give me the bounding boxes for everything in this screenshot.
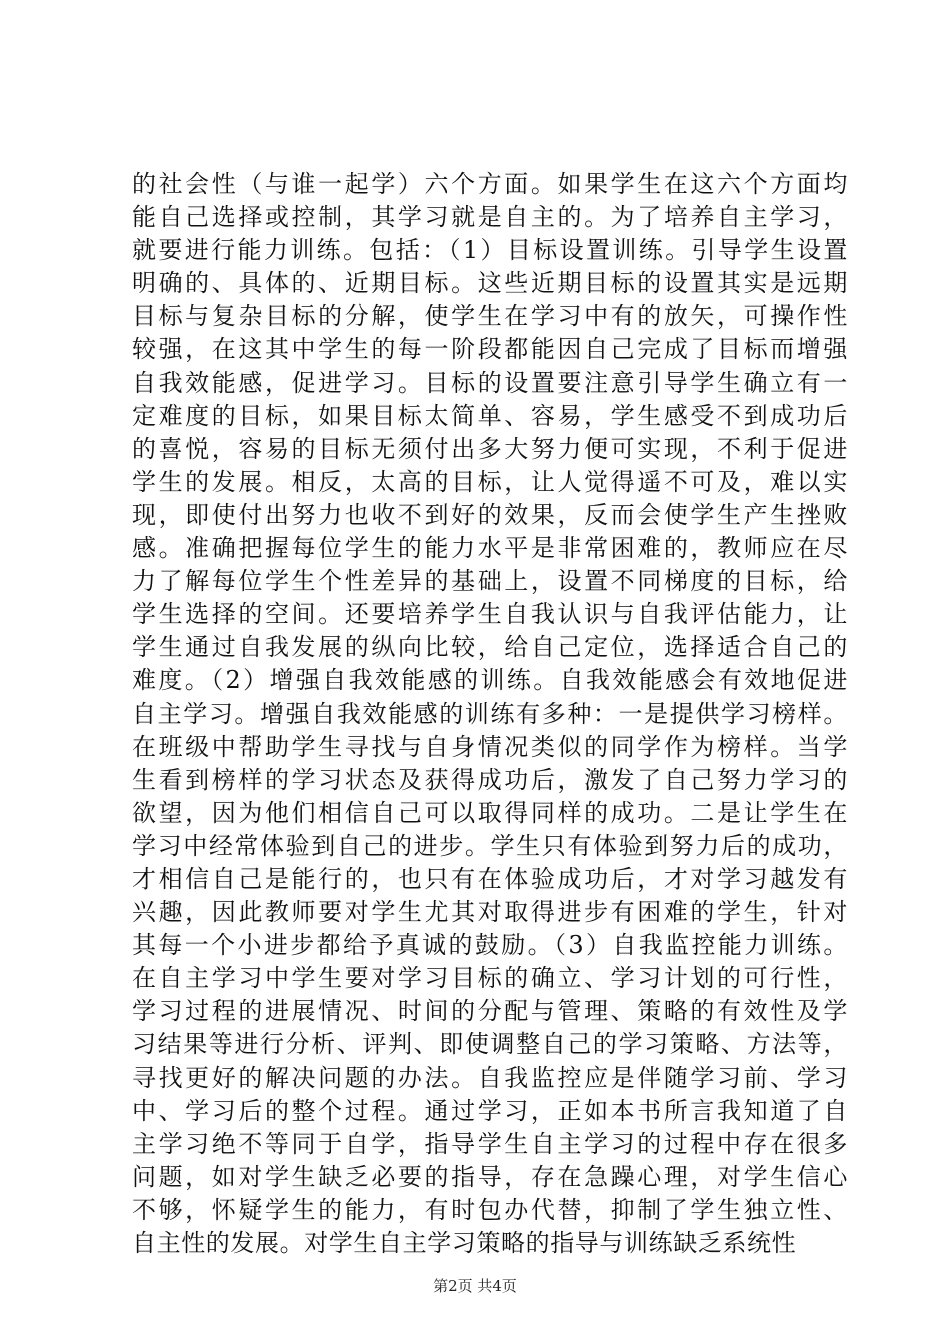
text-line: 生看到榜样的学习状态及获得成功后，激发了自己努力学习的 [132, 765, 848, 794]
text-line: 学习过程的进展情况、时间的分配与管理、策略的有效性及学 [132, 997, 848, 1026]
text-line: 自主性的发展。对学生自主学习策略的指导与训练缺乏系统性 [132, 1229, 797, 1257]
text-line: 学习中经常体验到自己的进步。学生只有体验到努力后的成功， [132, 831, 848, 860]
text-line: 明确的、具体的、近期目标。这些近期目标的设置其实是远期 [132, 269, 848, 298]
text-line: 寻找更好的解决问题的办法。自我监控应是伴随学习前、学习 [132, 1063, 848, 1092]
text-line: 学生选择的空间。还要培养学生自我认识与自我评估能力，让 [132, 600, 848, 629]
text-line: 目标与复杂目标的分解，使学生在学习中有的放矢，可操作性 [132, 302, 848, 331]
text-line: 自主学习。增强自我效能感的训练有多种：一是提供学习榜样。 [132, 699, 848, 728]
text-line: 现，即使付出努力也收不到好的效果，反而会使学生产生挫败 [132, 500, 848, 529]
text-line: 兴趣，因此教师要对学生尤其对取得进步有困难的学生，针对 [132, 898, 848, 927]
text-line: 欲望，因为他们相信自己可以取得同样的成功。二是让学生在 [132, 798, 848, 827]
text-line: 不够，怀疑学生的能力，有时包办代替，抑制了学生独立性、 [132, 1195, 848, 1224]
text-line: 难度。（2）增强自我效能感的训练。自我效能感会有效地促进 [132, 666, 848, 695]
text-line: 主学习绝不等同于自学，指导学生自主学习的过程中存在很多 [132, 1129, 848, 1158]
text-line: 问题，如对学生缺乏必要的指导，存在急躁心理，对学生信心 [132, 1162, 848, 1191]
text-line: 自我效能感，促进学习。目标的设置要注意引导学生确立有一 [132, 368, 848, 397]
text-line: 习结果等进行分析、评判、即使调整自己的学习策略、方法等， [132, 1030, 848, 1059]
body-text [132, 168, 848, 1260]
text-line: 中、学习后的整个过程。通过学习，正如本书所言我知道了自 [132, 1096, 848, 1125]
page-number-footer: 第2页 共4页 [433, 1277, 517, 1295]
text-line: 定难度的目标，如果目标太简单、容易，学生感受不到成功后 [132, 401, 848, 430]
text-line: 的社会性（与谁一起学）六个方面。如果学生在这六个方面均 [132, 170, 848, 198]
text-line: 的喜悦，容易的目标无须付出多大努力便可实现，不利于促进 [132, 434, 848, 463]
text-line: 在班级中帮助学生寻找与自身情况类似的同学作为榜样。当学 [132, 732, 848, 761]
text-line: 就要进行能力训练。包括：（1）目标设置训练。引导学生设置 [132, 236, 848, 265]
text-line: 力了解每位学生个性差异的基础上，设置不同梯度的目标，给 [132, 567, 848, 596]
text-line: 较强，在这其中学生的每一阶段都能因自己完成了目标而增强 [132, 335, 848, 364]
text-line: 其每一个小进步都给予真诚的鼓励。（3）自我监控能力训练。 [132, 931, 848, 960]
text-line: 感。准确把握每位学生的能力水平是非常困难的，教师应在尽 [132, 534, 848, 563]
text-line: 学生的发展。相反，太高的目标，让人觉得遥不可及，难以实 [132, 467, 848, 496]
text-line: 才相信自己是能行的，也只有在体验成功后，才对学习越发有 [132, 864, 848, 893]
text-line: 在自主学习中学生要对学习目标的确立、学习计划的可行性， [132, 964, 848, 993]
text-line: 能自己选择或控制，其学习就是自主的。为了培养自主学习， [132, 203, 848, 232]
text-line: 学生通过自我发展的纵向比较，给自己定位，选择适合自己的 [132, 633, 848, 662]
